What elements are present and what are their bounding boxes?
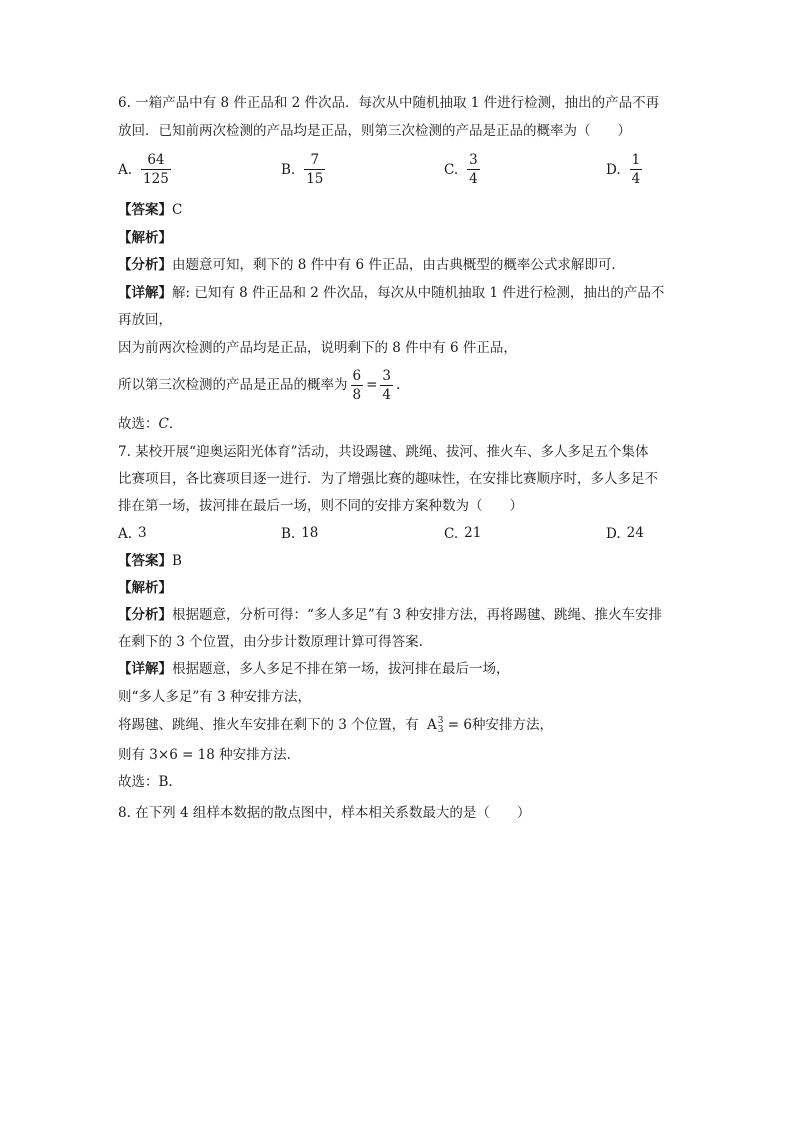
detail-text: 所以第三次检测的产品是正品的概率为: [118, 377, 348, 393]
answer-value: C: [172, 202, 183, 218]
detail-text: 根据题意，多人多足不排在第一场，拔河排在最后一场，: [172, 661, 510, 677]
q7-detail-line4: [118, 746, 291, 764]
q6-analysis-tag: [118, 229, 172, 247]
fraction-denominator: 125: [143, 171, 169, 187]
fraction-numerator: 3: [469, 152, 478, 168]
q7-fenxi-line1: [118, 606, 662, 624]
choose-prefix: 故选：: [118, 416, 159, 432]
fraction-denominator: 8: [352, 387, 362, 403]
answer-tag: 【答案】: [118, 202, 172, 218]
perm-letter: A: [426, 717, 437, 733]
fraction-denominator: 15: [306, 171, 324, 187]
period: .: [396, 377, 401, 393]
perm-scripts: [438, 717, 444, 735]
option-letter: C.: [444, 161, 459, 178]
q6-detail-line2: 再放回，: [118, 312, 172, 328]
option-value: 24: [626, 525, 644, 541]
fraction: [141, 152, 171, 187]
perm-subscript: 3: [437, 724, 444, 735]
math-expression: 3×6 = 18: [149, 747, 215, 763]
option-letter: C.: [444, 525, 459, 542]
q7-detail-line3: [118, 716, 553, 735]
option-value: 18: [301, 525, 319, 541]
answer-tag: 【答案】: [118, 553, 172, 569]
q7-fenxi-line2: 在剩下的 3 个位置，由分步计数原理计算可得答案.: [118, 634, 423, 650]
fraction-numerator: 7: [304, 152, 325, 170]
permutation-symbol: [427, 717, 443, 733]
analysis-tag: 【解析】: [118, 580, 172, 596]
choose-value: C: [158, 416, 169, 432]
detail-text: 种安排方法.: [219, 747, 291, 763]
option-letter: B.: [281, 525, 296, 542]
q6-detail-line1: [118, 284, 664, 302]
q6-stem-line2: 放回．已知前两次检测的产品均是正品，则第三次检测的产品是正品的概率为（ ）: [118, 123, 631, 139]
equals-sign: =: [366, 377, 378, 393]
q7-option-c: [444, 525, 481, 542]
q6-option-a: [118, 152, 174, 187]
q7-analysis-tag: [118, 579, 172, 597]
q7-stem-line1: 7. 某校开展“迎奥运阳光体育”活动，共设踢毽、跳绳、拔河、推火车、多人多足五个集体: [118, 444, 649, 460]
option-value: 3: [138, 525, 147, 541]
q7-stem-line3: 排在第一场，拔河排在最后一场，则不同的安排方案种数为（ ）: [118, 498, 523, 514]
q6-fenxi: [118, 256, 625, 274]
fraction-numerator: 6: [352, 368, 362, 384]
q7-detail-line2: 则“多人多足”有 3 种安排方法，: [118, 689, 311, 705]
q6-option-d: [606, 152, 645, 187]
fraction: [351, 368, 364, 403]
fenxi-tag: 【分析】: [118, 607, 172, 623]
fraction-denominator: 4: [382, 387, 391, 403]
option-letter: A.: [118, 525, 133, 542]
fraction-numerator: 1: [631, 152, 641, 168]
detail-text: 种安排方法，: [471, 717, 553, 733]
q6-answer: [118, 201, 182, 219]
perm-result: = 6: [447, 717, 472, 733]
option-letter: D.: [606, 525, 621, 542]
choose-end: ．: [168, 416, 183, 432]
fenxi-text: 由题意可知，剩下的 8 件中有 6 件正品，由古典概型的概率公式求解即可．: [172, 257, 625, 273]
fraction: [380, 368, 393, 403]
fraction-denominator: 4: [631, 171, 641, 187]
q6-option-c: [444, 152, 483, 187]
option-letter: A.: [118, 161, 133, 178]
answer-value: B: [172, 553, 182, 569]
detail-text: 将踢毽、跳绳、推火车安排在剩下的 3 个位置，有: [118, 717, 419, 733]
q6-detail-line4: [118, 368, 400, 403]
q7-detail-line1: [118, 660, 510, 678]
analysis-tag: 【解析】: [118, 230, 172, 246]
q8-stem-line1: 8. 在下列 4 组样本数据的散点图中，样本相关系数最大的是（ ）: [118, 805, 531, 821]
detail-tag: 【详解】: [118, 285, 172, 301]
q7-option-a: [118, 525, 147, 542]
fraction-numerator: 64: [141, 152, 171, 170]
fraction: [304, 152, 325, 187]
q6-option-b: [281, 152, 328, 187]
q6-choose: [118, 415, 182, 433]
q6-stem-line1: 6. 一箱产品中有 8 件正品和 2 件次品．每次从中随机抽取 1 件进行检测，抽出的产品不再: [118, 95, 660, 111]
fraction: [467, 152, 480, 187]
q7-option-b: [281, 525, 318, 542]
fenxi-text: 根据题意，分析可得：“多人多足”有 3 种安排方法，再将踢毽、跳绳、推火车安排: [172, 607, 662, 623]
q7-option-d: [606, 525, 644, 542]
fraction-denominator: 4: [469, 171, 478, 187]
detail-tag: 【详解】: [118, 661, 172, 677]
detail-text: 解: 已知有 8 件正品和 2 件次品，每次从中随机抽取 1 件进行检测，抽出的产品不: [172, 285, 665, 301]
detail-text: 则有: [118, 747, 145, 763]
perm-superscript: 3: [437, 715, 444, 726]
option-letter: B.: [281, 161, 296, 178]
q7-choose: 故选：B.: [118, 774, 173, 790]
q6-detail-line3: 因为前两次检测的产品均是正品，说明剩下的 8 件中有 6 件正品，: [118, 340, 517, 356]
fraction-numerator: 3: [382, 368, 391, 384]
fraction: [630, 152, 643, 187]
fenxi-tag: 【分析】: [118, 257, 172, 273]
q7-stem-line2: 比赛项目，各比赛项目逐一进行．为了增强比赛的趣味性，在安排比赛顺序时，多人多足不: [118, 471, 658, 487]
option-value: 21: [464, 525, 482, 541]
q7-answer: [118, 552, 182, 570]
option-letter: D.: [606, 161, 621, 178]
